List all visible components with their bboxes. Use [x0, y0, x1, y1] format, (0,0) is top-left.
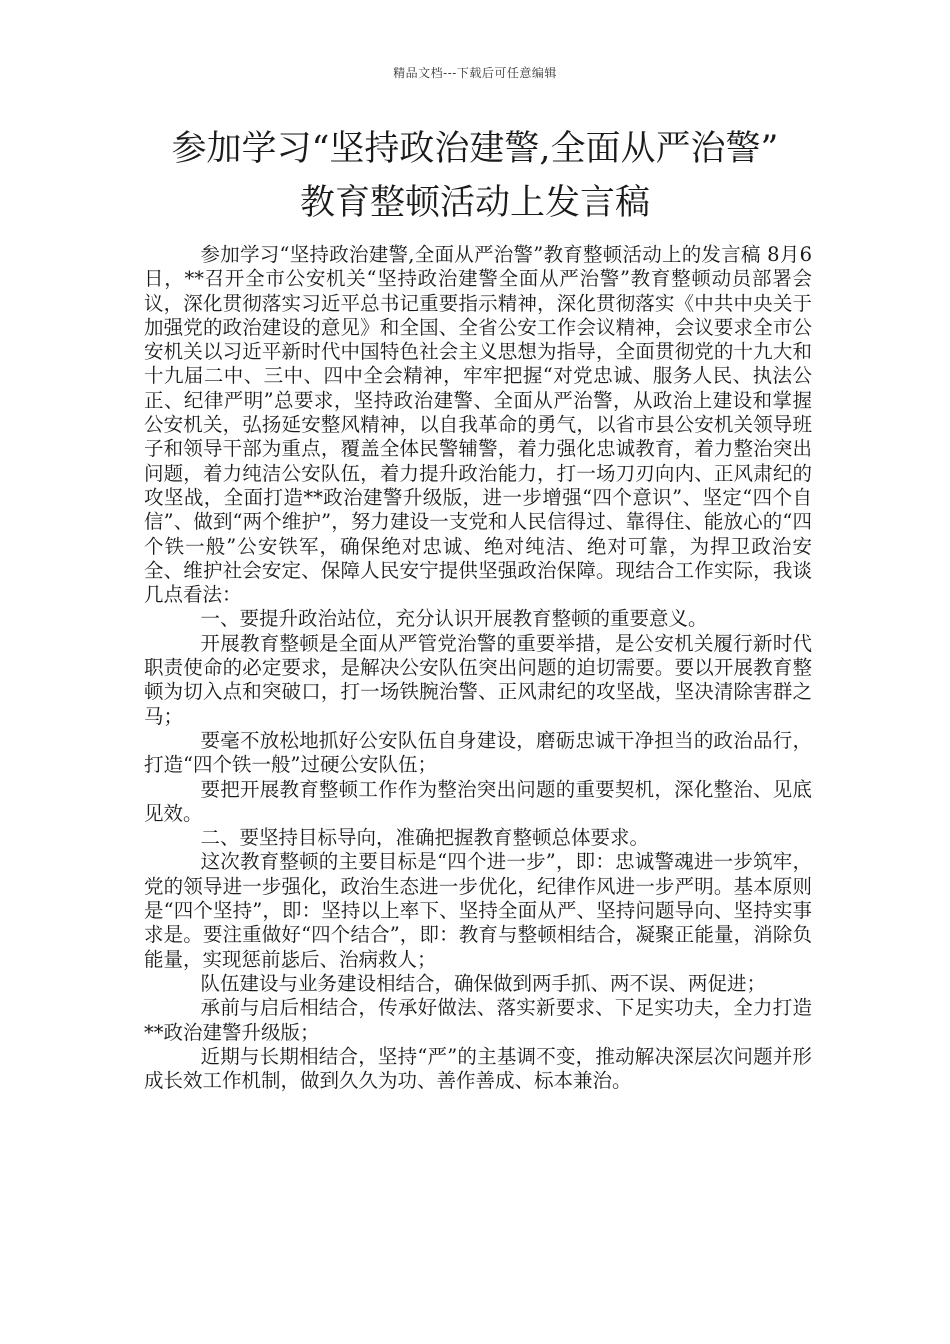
paragraph: 承前与启后相结合，传承好做法、落实新要求、下足实功夫，全力打造**政治建警升级版； — [144, 996, 812, 1044]
paragraph-intro: 参加学习“坚持政治建警,全面从严治警”教育整顿活动上的发言稿 8月6日，**召开全市公安机关“坚持政治建警全面从严治警”教育整顿动员部署会议，深化贯彻落实习近平总书记重要指示精神，深化贯彻落实《中共中央关于加强党的政治建设的意见》和全国、全省公安工作会议精神，会议要求全市公安机关以习近平新时代中国特色社会主义思想为指导，全面贯彻党的十九大和十九届二中、三中、四中全会精神，牢牢把握“对党忠诚、服务人民、执法公正、纪律严明”总要求，坚持政治建警、全面从严治警，从政治上建设和掌握公安机关，弘扬延安整风精神，以自我革命的勇气，以省市县公安机关领导班子和领导干部为重点，覆盖全体民警辅警，着力强化忠诚教育，着力整治突出问题，着力纯洁公安队伍，着力提升政治能力，打一场刀刃向内、正风肃纪的攻坚战，全面打造**政治建警升级版，进一步增强“四个意识”、坚定“四个自信”、做到“两个维护”，努力建设一支党和人民信得过、靠得住、能放心的“四个铁一般”公安铁军，确保绝对忠诚、绝对纯洁、绝对可靠，为捍卫政治安全、维护社会安定、保障人民安宁提供坚强政治保障。现结合工作实际，我谈几点看法： — [144, 243, 812, 607]
paragraph: 近期与长期相结合，坚持“严”的主基调不变，推动解决深层次问题并形成长效工作机制，做到久久为功、善作善成、标本兼治。 — [144, 1044, 812, 1093]
title-line-2: 教育整顿活动上发言稿 — [299, 183, 650, 223]
section-heading-1: 一、要提升政治站位，充分认识开展教育整顿的重要意义。 — [200, 607, 708, 631]
document-body — [144, 243, 812, 1093]
paragraph: 要把开展教育整顿工作作为整治突出问题的重要契机，深化整治、见底见效。 — [144, 777, 812, 825]
section-heading-2: 二、要坚持目标导向，准确把握教育整顿总体要求。 — [200, 826, 650, 850]
header-note: 精品文档---下载后可任意编辑 — [393, 66, 557, 80]
paragraph: 队伍建设与业务建设相结合，确保做到两手抓、两不误、两促进； — [200, 971, 767, 995]
paragraph: 这次教育整顿的主要目标是“四个进一步”，即：忠诚警魂进一步筑牢，党的领导进一步强化，政治生态进一步优化，纪律作风进一步严明。基本原则是“四个坚持”，即：坚持以上率下、坚持全面从严、坚持问题导向、坚持实事求是。要注重做好“四个结合”，即：教育与整顿相结合，凝聚正能量，消除负能量，实现惩前毖后、治病救人； — [144, 850, 812, 971]
paragraph: 要毫不放松地抓好公安队伍自身建设，磨砺忠诚干净担当的政治品行，打造“四个铁一般”过硬公安队伍； — [144, 728, 812, 777]
document-title — [60, 122, 890, 230]
title-line-1: 参加学习“坚持政治建警,全面从严治警” — [171, 129, 779, 169]
paragraph: 开展教育整顿是全面从严管党治警的重要举措，是公安机关履行新时代职责使命的必定要求，是解决公安队伍突出问题的迫切需要。要以开展教育整顿为切入点和突破口，打一场铁腕治警、正风肃纪的攻坚战，坚决清除害群之马； — [144, 631, 812, 728]
